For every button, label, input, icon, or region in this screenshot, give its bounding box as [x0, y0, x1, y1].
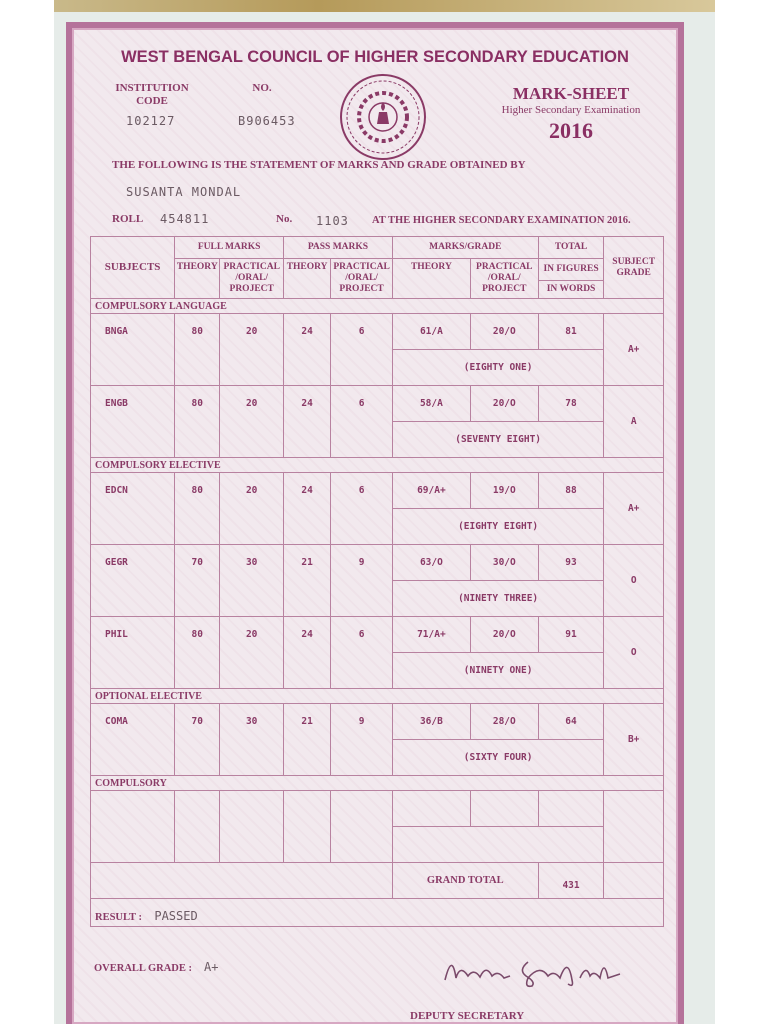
header-full-marks: FULL MARKS	[175, 237, 284, 259]
result-row	[91, 899, 664, 927]
subject-grade: A+	[604, 473, 664, 545]
total-in-words: (NINETY ONE)	[392, 653, 604, 689]
number-label: No.	[276, 213, 293, 225]
student-name: SUSANTA MONDAL	[126, 185, 242, 199]
header-subjects: SUBJECTS	[91, 237, 175, 299]
header-full-practical: PRACTICAL /ORAL/ PROJECT	[220, 259, 284, 299]
marks-practical: 28/O	[470, 704, 538, 740]
subject-row	[91, 545, 664, 581]
subject-row	[91, 473, 664, 509]
section-title: COMPULSORY ELECTIVE	[91, 458, 664, 473]
exam-name: Higher Secondary Examination	[501, 104, 641, 116]
header-total: TOTAL	[538, 237, 604, 259]
institution-code: 102127	[126, 114, 176, 128]
overall-grade-label: OVERALL GRADE :	[94, 963, 193, 974]
full-practical: 20	[220, 617, 284, 689]
pass-theory: 24	[284, 617, 331, 689]
full-practical: 20	[220, 386, 284, 458]
header-pass-theory: THEORY	[284, 259, 331, 299]
marks-practical: 20/O	[470, 386, 538, 422]
subject-row	[91, 314, 664, 350]
subject-code: GEGR	[91, 545, 175, 617]
statement-text: THE FOLLOWING IS THE STATEMENT OF MARKS AND GRADE OBTAINED BY	[112, 159, 526, 171]
full-theory: 70	[175, 545, 220, 617]
subject-code: BNGA	[91, 314, 175, 386]
pass-practical: 6	[331, 473, 393, 545]
section-row	[91, 299, 664, 314]
subject-code: ENGB	[91, 386, 175, 458]
subject-code: EDCN	[91, 473, 175, 545]
pass-theory: 24	[284, 386, 331, 458]
subject-row	[91, 386, 664, 422]
total-in-words: (EIGHTY ONE)	[392, 350, 604, 386]
grand-total-label: GRAND TOTAL	[392, 863, 538, 899]
serial-no-label: NO.	[252, 82, 272, 94]
pass-theory: 21	[284, 704, 331, 776]
total-figures: 93	[538, 545, 604, 581]
marks-theory: 69/A+	[392, 473, 470, 509]
header-marks-theory: THEORY	[392, 259, 470, 299]
subject-row	[91, 704, 664, 740]
overall-grade-value: A+	[204, 960, 219, 974]
council-seal-icon	[338, 72, 428, 162]
full-practical: 20	[220, 314, 284, 386]
marks-theory: 36/B	[392, 704, 470, 740]
subject-code: COMA	[91, 704, 175, 776]
exam-year: 2016	[549, 118, 593, 143]
total-in-words: (EIGHTY EIGHT)	[392, 509, 604, 545]
total-figures: 64	[538, 704, 604, 740]
marks-practical: 20/O	[470, 314, 538, 350]
section-title: OPTIONAL ELECTIVE	[91, 689, 664, 704]
full-theory: 80	[175, 473, 220, 545]
marks-theory: 61/A	[392, 314, 470, 350]
section-row	[91, 458, 664, 473]
section-title: COMPULSORY LANGUAGE	[91, 299, 664, 314]
subject-grade: O	[604, 617, 664, 689]
marks-practical: 19/O	[470, 473, 538, 509]
institution-code-label: INSTITUTION CODE	[115, 82, 189, 107]
pass-practical: 6	[331, 617, 393, 689]
full-theory: 80	[175, 386, 220, 458]
full-practical: 20	[220, 473, 284, 545]
roll-label: ROLL	[112, 213, 144, 225]
header-subject-grade: SUBJECT GRADE	[604, 237, 664, 299]
total-in-words: (SIXTY FOUR)	[392, 740, 604, 776]
total-figures: 88	[538, 473, 604, 509]
deputy-secretary: DEPUTY SECRETARY	[410, 1010, 525, 1022]
section-row	[91, 689, 664, 704]
total-in-words: (SEVENTY EIGHT)	[392, 422, 604, 458]
section-row	[91, 776, 664, 791]
pass-theory: 24	[284, 473, 331, 545]
marks-theory: 58/A	[392, 386, 470, 422]
pass-practical: 6	[331, 314, 393, 386]
subject-grade: B+	[604, 704, 664, 776]
header-in-figures: IN FIGURES	[538, 259, 604, 281]
subject-grade: A+	[604, 314, 664, 386]
grand-total-value: 431	[538, 863, 604, 899]
full-theory: 80	[175, 617, 220, 689]
section-title: COMPULSORY	[91, 776, 664, 791]
header-in-words: IN WORDS	[538, 281, 604, 299]
full-theory: 80	[175, 314, 220, 386]
empty-row	[91, 791, 664, 827]
marks-practical: 20/O	[470, 617, 538, 653]
council-title: WEST BENGAL COUNCIL OF HIGHER SECONDARY EDUCATION	[121, 48, 629, 66]
roll-number: 454811	[160, 212, 210, 226]
overall-grade	[94, 958, 218, 976]
pass-theory: 24	[284, 314, 331, 386]
marks-practical: 30/O	[470, 545, 538, 581]
result-label: RESULT :	[95, 912, 142, 923]
marks-table	[90, 236, 664, 927]
mark-sheet	[66, 22, 684, 1024]
marks-body	[91, 299, 664, 776]
pass-theory: 21	[284, 545, 331, 617]
header-marks-grade: MARKS/GRADE	[392, 237, 538, 259]
total-figures: 81	[538, 314, 604, 350]
number-value: 1103	[316, 214, 349, 228]
subject-code: PHIL	[91, 617, 175, 689]
mark-sheet-title: MARK-SHEET	[512, 84, 630, 103]
serial-no: B906453	[238, 114, 296, 128]
subject-row	[91, 617, 664, 653]
pass-practical: 9	[331, 704, 393, 776]
total-figures: 91	[538, 617, 604, 653]
full-practical: 30	[220, 545, 284, 617]
exam-line: AT THE HIGHER SECONDARY EXAMINATION 2016.	[372, 215, 631, 226]
full-theory: 70	[175, 704, 220, 776]
full-practical: 30	[220, 704, 284, 776]
pass-practical: 9	[331, 545, 393, 617]
header-full-theory: THEORY	[175, 259, 220, 299]
header-pass-practical: PRACTICAL /ORAL/ PROJECT	[331, 259, 393, 299]
grand-total-row	[91, 863, 664, 899]
marks-theory: 71/A+	[392, 617, 470, 653]
signature-image	[440, 950, 640, 990]
marks-theory: 63/O	[392, 545, 470, 581]
pass-practical: 6	[331, 386, 393, 458]
subject-grade: O	[604, 545, 664, 617]
result-value: PASSED	[154, 909, 198, 923]
header-pass-marks: PASS MARKS	[284, 237, 393, 259]
total-in-words: (NINETY THREE)	[392, 581, 604, 617]
subject-grade: A	[604, 386, 664, 458]
header-marks-practical: PRACTICAL /ORAL/ PROJECT	[470, 259, 538, 299]
total-figures: 78	[538, 386, 604, 422]
